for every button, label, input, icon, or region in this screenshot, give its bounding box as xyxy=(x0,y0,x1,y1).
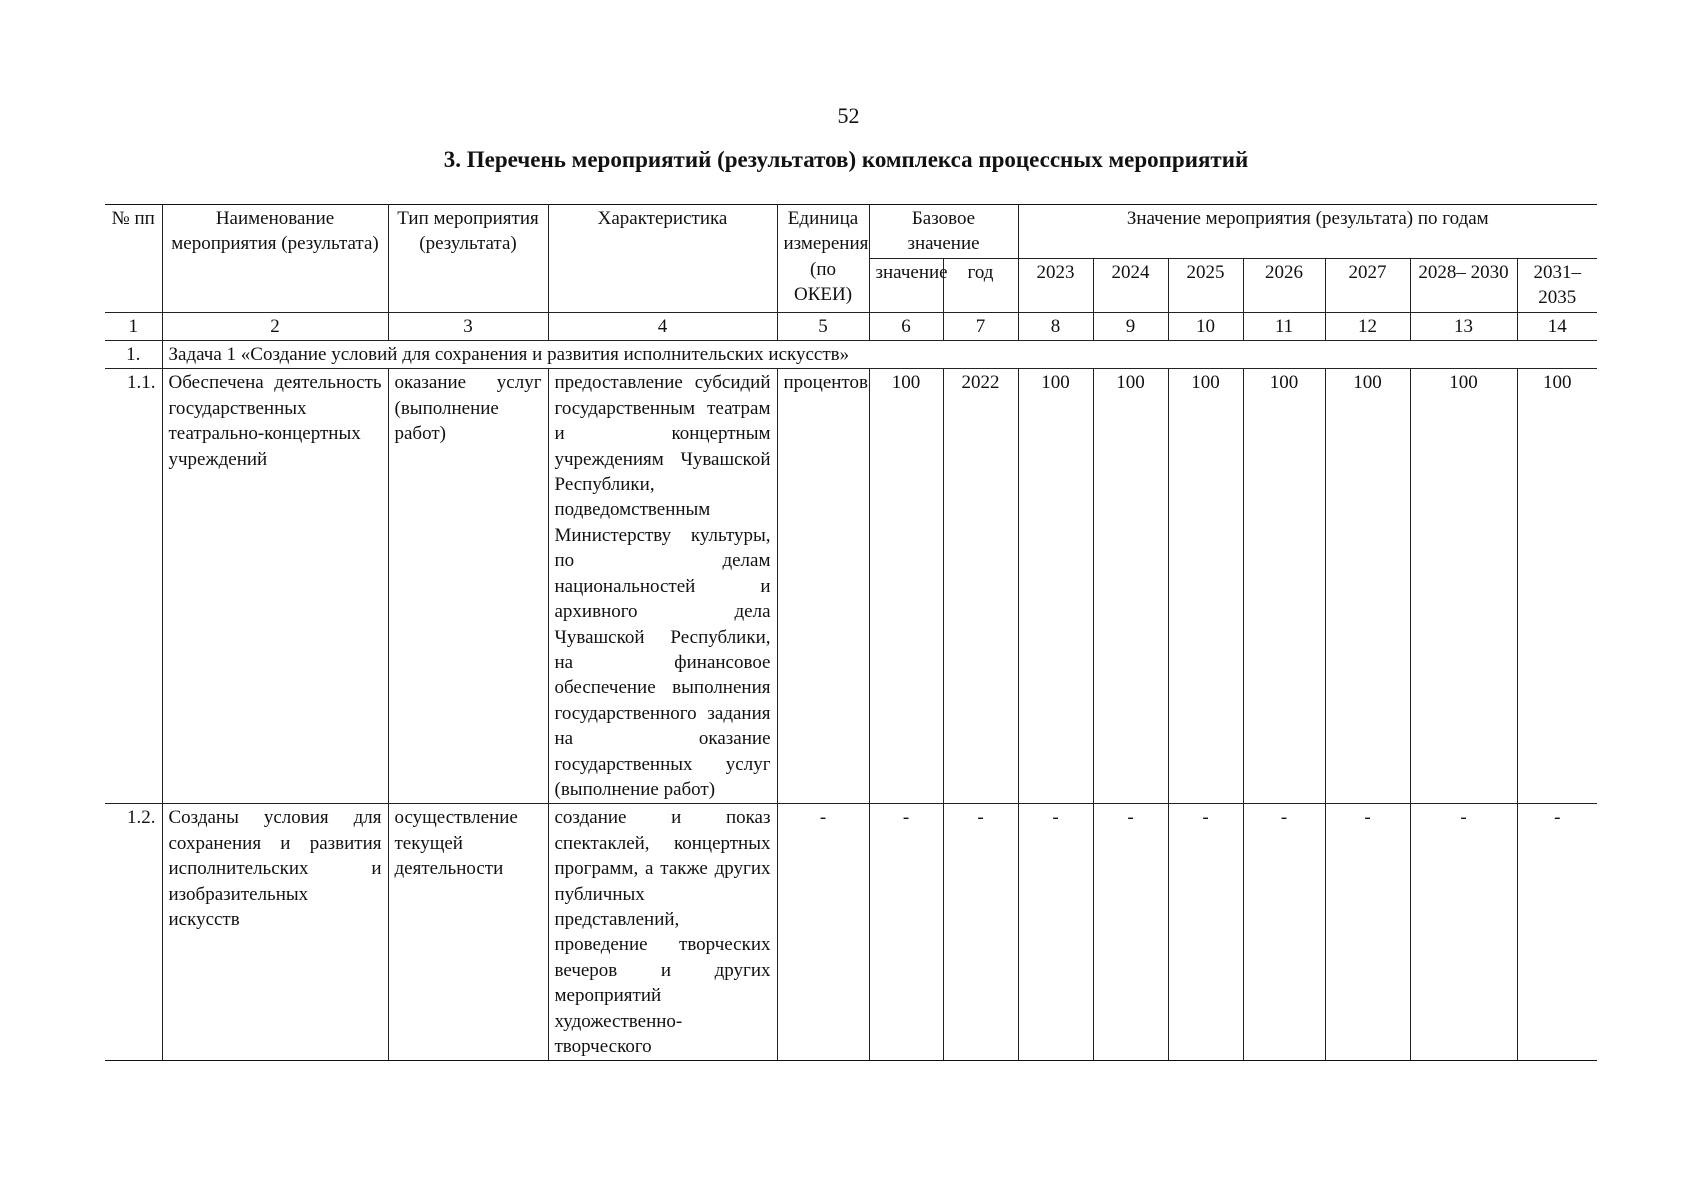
row-unit: процентов xyxy=(777,369,869,804)
header-type: Тип мероприятия (результата) xyxy=(388,205,548,313)
header-by-years: Значение мероприятия (результата) по годам xyxy=(1018,205,1597,259)
row-year-value: 100 xyxy=(1168,369,1243,804)
row-type: оказание услуг (выполнение работ) xyxy=(388,369,548,804)
column-number: 9 xyxy=(1093,312,1168,340)
row-base-year: - xyxy=(943,804,1018,1061)
row-name: Созданы условия для сохранения и развития исполнительских и изобразительных искусств xyxy=(162,804,388,1061)
column-number: 14 xyxy=(1517,312,1597,340)
row-num: 1.1. xyxy=(105,369,162,804)
page-title: 3. Перечень мероприятий (результатов) комплекса процессных мероприятий xyxy=(443,147,1249,172)
row-base-year: 2022 xyxy=(943,369,1018,804)
header-year: 2025 xyxy=(1168,258,1243,312)
task-num: 1. xyxy=(105,341,162,369)
task-title: Задача 1 «Создание условий для сохранения и развития исполнительских искусств» xyxy=(162,341,1597,369)
table-row xyxy=(105,369,1597,804)
row-base-value: 100 xyxy=(869,369,943,804)
column-number: 8 xyxy=(1018,312,1093,340)
row-type: осуществление текущей деятельности xyxy=(388,804,548,1061)
row-year-value: 100 xyxy=(1093,369,1168,804)
row-year-value: 100 xyxy=(1325,369,1410,804)
row-unit: - xyxy=(777,804,869,1061)
column-number: 1 xyxy=(105,312,162,340)
page-number: 52 xyxy=(837,103,860,128)
table-row xyxy=(105,804,1597,1061)
row-year-value: - xyxy=(1168,804,1243,1061)
row-year-value: - xyxy=(1243,804,1325,1061)
row-year-value: 100 xyxy=(1243,369,1325,804)
header-unit: Единица измерения (по ОКЕИ) xyxy=(777,205,869,313)
column-number: 13 xyxy=(1410,312,1517,340)
header-year: 2027 xyxy=(1325,258,1410,312)
column-number: 3 xyxy=(388,312,548,340)
column-number: 7 xyxy=(943,312,1018,340)
header-num: № пп xyxy=(105,205,162,313)
header-row xyxy=(105,205,1597,259)
column-number: 12 xyxy=(1325,312,1410,340)
header-year: 2026 xyxy=(1243,258,1325,312)
header-year: 2024 xyxy=(1093,258,1168,312)
row-year-value: 100 xyxy=(1517,369,1597,804)
row-characteristic: создание и показ спектаклей, концертных программ, а также других публичных представлений, проведение творческих вечеров и других мероприятий художественно-творческого xyxy=(548,804,777,1061)
row-base-value: - xyxy=(869,804,943,1061)
row-year-value: - xyxy=(1517,804,1597,1061)
header-base-year: год xyxy=(943,258,1018,312)
column-number: 11 xyxy=(1243,312,1325,340)
header-year: 2031– 2035 xyxy=(1517,258,1597,312)
column-number-row xyxy=(105,312,1597,340)
row-year-value: - xyxy=(1325,804,1410,1061)
column-number: 2 xyxy=(162,312,388,340)
task-row xyxy=(105,341,1597,369)
measures-table xyxy=(105,204,1597,1061)
column-number: 4 xyxy=(548,312,777,340)
header-characteristic: Характеристика xyxy=(548,205,777,313)
row-year-value: - xyxy=(1018,804,1093,1061)
row-num: 1.2. xyxy=(105,804,162,1061)
row-year-value: 100 xyxy=(1410,369,1517,804)
header-base-value: значение xyxy=(869,258,943,312)
row-year-value: - xyxy=(1093,804,1168,1061)
header-base: Базовое значение xyxy=(869,205,1018,259)
row-name: Обеспечена деятельность государственных театрально-концертных учреждений xyxy=(162,369,388,804)
row-characteristic: предоставление субсидий государственным театрам и концертным учреждениям Чувашской Республики, подведомственным Министерству культуры, по делам национальностей и архивного дела Чувашской Республики, на финансовое обеспечение выполнения государственного задания на оказание государственных услуг (выполнение работ) xyxy=(548,369,777,804)
header-year: 2028– 2030 xyxy=(1410,258,1517,312)
column-number: 6 xyxy=(869,312,943,340)
column-number: 10 xyxy=(1168,312,1243,340)
row-year-value: 100 xyxy=(1018,369,1093,804)
column-number: 5 xyxy=(777,312,869,340)
header-year: 2023 xyxy=(1018,258,1093,312)
row-year-value: - xyxy=(1410,804,1517,1061)
header-name: Наименование мероприятия (результата) xyxy=(162,205,388,313)
